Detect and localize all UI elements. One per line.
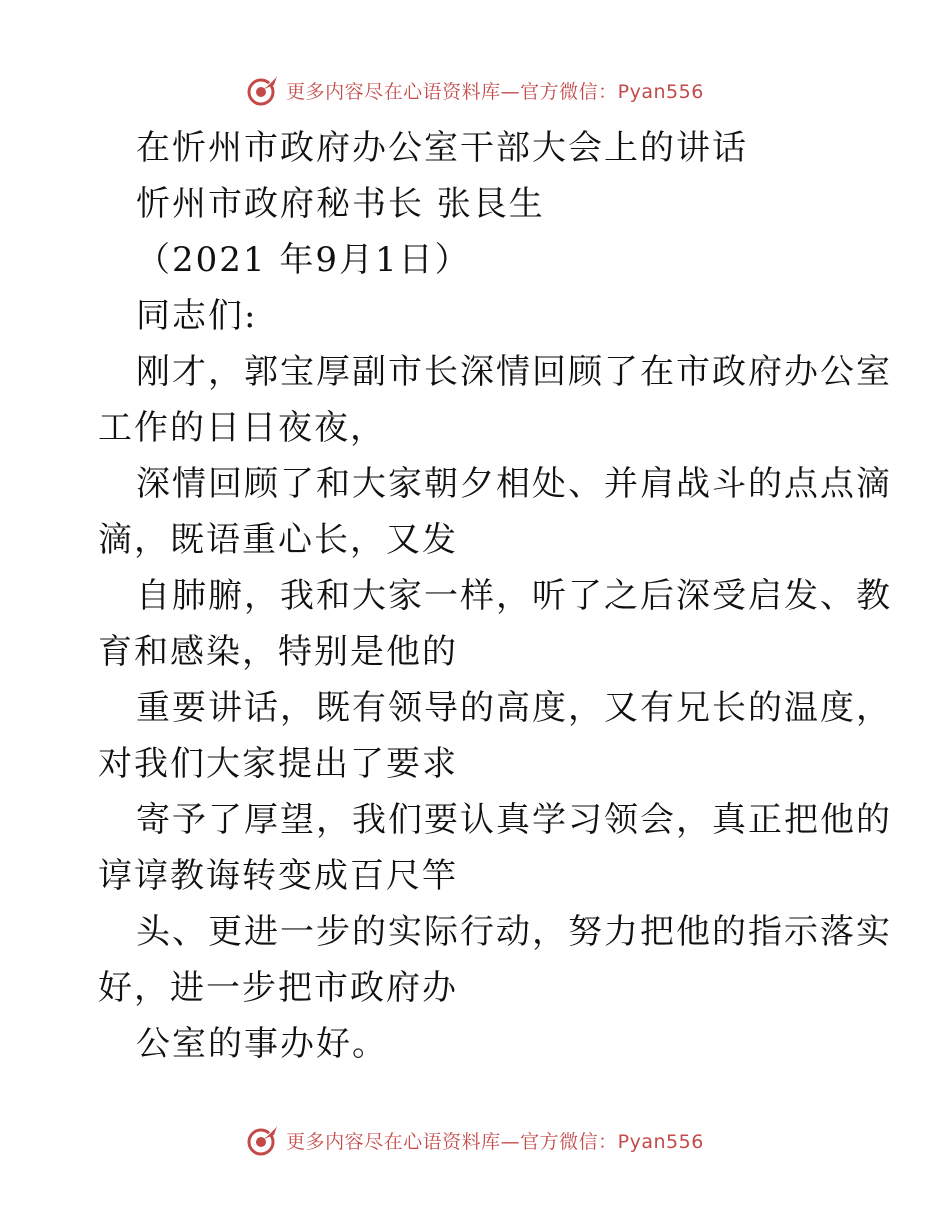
watermark-banner-bottom: [0, 1120, 950, 1160]
body-line: 工作的日日夜夜，: [98, 408, 386, 448]
body-line: 公室的事办好。: [136, 1024, 388, 1064]
document-content: [98, 120, 892, 1072]
speech-title: 在忻州市政府办公室干部大会上的讲话: [136, 128, 748, 168]
salutation: 同志们:: [136, 296, 258, 336]
watermark-banner-top: [0, 70, 950, 110]
body-line: 谆谆教诲转变成百尺竿: [98, 856, 458, 896]
body-line: 重要讲话，既有领导的高度，又有兄长的温度，: [136, 688, 892, 728]
body-line: 寄予了厚望，我们要认真学习领会，真正把他的: [136, 800, 892, 840]
watermark-text: 更多内容尽在心语资料库—官方微信：Pyan556: [286, 1130, 704, 1153]
quill-circle-icon: [246, 1123, 280, 1157]
speech-body: [98, 344, 892, 1072]
speaker-line: 忻州市政府秘书长 张艮生: [136, 184, 545, 224]
quill-circle-icon: [246, 73, 280, 107]
body-line: 自肺腑，我和大家一样，听了之后深受启发、教: [136, 576, 892, 616]
body-line: 头、更进一步的实际行动，努力把他的指示落实: [136, 912, 892, 952]
body-line: 深情回顾了和大家朝夕相处、并肩战斗的点点滴: [136, 464, 892, 504]
body-line: 滴，既语重心长，又发: [98, 520, 458, 560]
body-line: 好，进一步把市政府办: [98, 968, 458, 1008]
date-line: （2021 年9月1日）: [136, 240, 471, 280]
watermark-text: 更多内容尽在心语资料库—官方微信：Pyan556: [286, 80, 704, 103]
body-line: 育和感染，特别是他的: [98, 632, 458, 672]
body-line: 对我们大家提出了要求: [98, 744, 458, 784]
body-line: 刚才，郭宝厚副市长深情回顾了在市政府办公室: [136, 352, 892, 392]
